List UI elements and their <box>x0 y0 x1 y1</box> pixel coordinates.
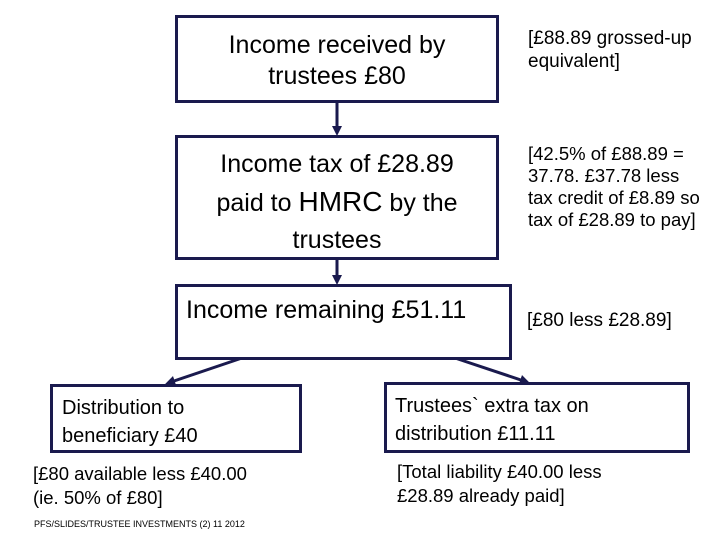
box-income-tax-line2-pre: paid to <box>216 189 299 217</box>
box-income-received-line1: Income received by <box>228 31 446 59</box>
box-income-received <box>175 15 499 103</box>
box-income-tax <box>175 135 499 260</box>
box-extra-tax <box>384 382 690 453</box>
note-distribution <box>33 462 247 510</box>
box-income-remaining <box>175 284 512 360</box>
box-extra-tax-line2: distribution £11.11 <box>395 423 556 445</box>
note-extra-tax-line2: £28.89 already paid] <box>397 485 565 506</box>
arrow-remaining-to-extra-tax <box>455 358 527 382</box>
box-income-remaining-text: Income remaining £51.11 <box>186 296 467 324</box>
note-distribution-line2: (ie. 50% of £80] <box>33 487 163 508</box>
note-distribution-line1: [£80 available less £40.00 <box>33 463 247 484</box>
note-extra-tax-line1: [Total liability £40.00 less <box>397 461 602 482</box>
box-income-tax-line3: trustees <box>292 226 382 254</box>
box-distribution-line2: beneficiary £40 <box>62 425 198 447</box>
note-remaining <box>527 309 672 332</box>
hmrc-label: HMRC <box>298 186 383 217</box>
note-grossed-up-line2: equivalent] <box>528 51 620 72</box>
box-extra-tax-line1: Trustees` extra tax on <box>395 395 589 417</box>
box-income-received-line2: trustees £80 <box>268 62 406 90</box>
note-grossed-up <box>528 27 692 73</box>
box-income-tax-line2 <box>178 183 496 222</box>
note-tax-calculation-line1: [42.5% of £88.89 = <box>528 143 684 164</box>
footer-reference: PFS/SLIDES/TRUSTEE INVESTMENTS (2) 11 2012 <box>34 519 245 529</box>
note-tax-calculation-line3: tax credit of £8.89 so <box>528 187 700 208</box>
box-distribution-line1: Distribution to <box>62 397 185 419</box>
arrow-remaining-to-distribution <box>168 358 242 383</box>
note-tax-calculation-line4: tax of £28.89 to pay] <box>528 209 696 230</box>
box-income-tax-line2-post: by the <box>382 189 458 217</box>
note-tax-calculation-line2: 37.78. £37.78 less <box>528 165 680 186</box>
note-remaining-text: [£80 less £28.89] <box>527 310 672 331</box>
box-distribution <box>50 384 302 453</box>
note-grossed-up-line1: [£88.89 grossed-up <box>528 28 692 49</box>
note-extra-tax <box>397 460 602 508</box>
note-tax-calculation <box>528 143 700 231</box>
box-income-tax-line1: Income tax of £28.89 <box>220 150 454 178</box>
